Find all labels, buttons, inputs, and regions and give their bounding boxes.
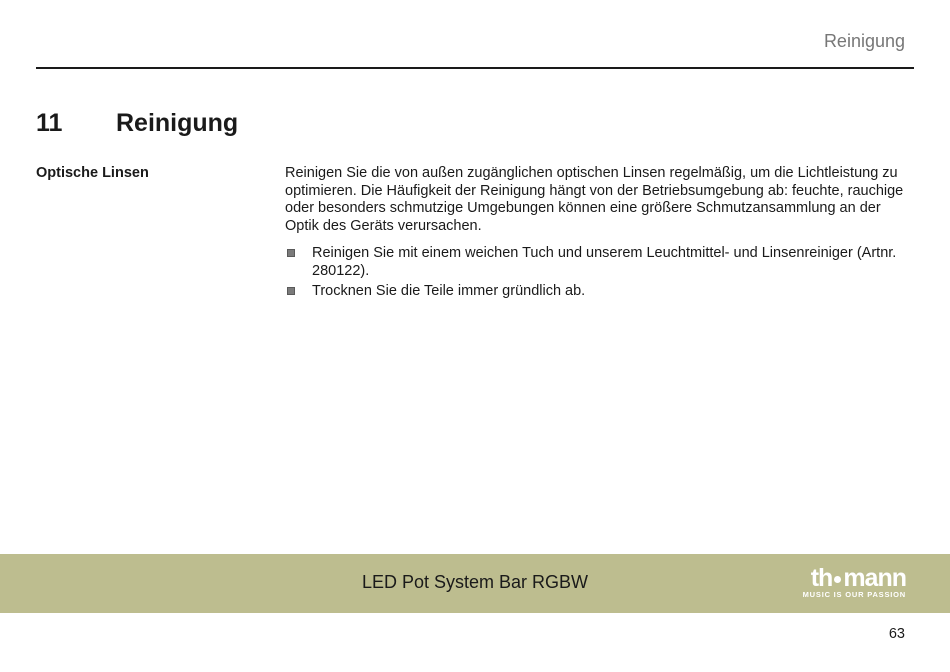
body-paragraph: Reinigen Sie die von außen zugänglichen optischen Linsen regelmäßig, um die Lichtleistung zu optimieren. Die Häufigkeit der Reinigung hängt von der Betriebsumgebung ab: feuchte, rauchige oder besonders schmutzige Umgebungen können eine größere Schmutzansammlung an der Optik des Geräts verursachen.: [285, 165, 904, 234]
square-bullet-icon: [287, 287, 295, 295]
section-body: [285, 165, 907, 304]
product-name: LED Pot System Bar RGBW: [361, 572, 589, 592]
chapter-heading: [36, 108, 238, 138]
page-number: 63: [888, 626, 905, 642]
footer-band: [0, 554, 950, 613]
list-item-text: Trocknen Sie die Teile immer gründlich ab.: [312, 283, 586, 299]
list-item: [285, 283, 907, 301]
square-bullet-icon: [287, 249, 295, 257]
thomann-logo: [786, 566, 906, 600]
list-item-text: Reinigen Sie mit einem weichen Tuch und unserem Leuchtmittel- und Linsenreiniger (Artnr. 280122).: [312, 245, 897, 279]
section-label: Optische Linsen: [36, 165, 149, 181]
bullet-list: [285, 245, 907, 301]
chapter-title: Reinigung: [116, 109, 239, 137]
list-item: [285, 245, 907, 280]
logo-dot-icon: [834, 576, 841, 583]
running-header: Reinigung: [823, 31, 905, 51]
logo-tagline: MUSIC IS OUR PASSION: [802, 590, 906, 599]
logo-wordmark: th mann: [810, 564, 906, 592]
header-rule: [36, 67, 914, 69]
chapter-number: 11: [36, 109, 63, 137]
